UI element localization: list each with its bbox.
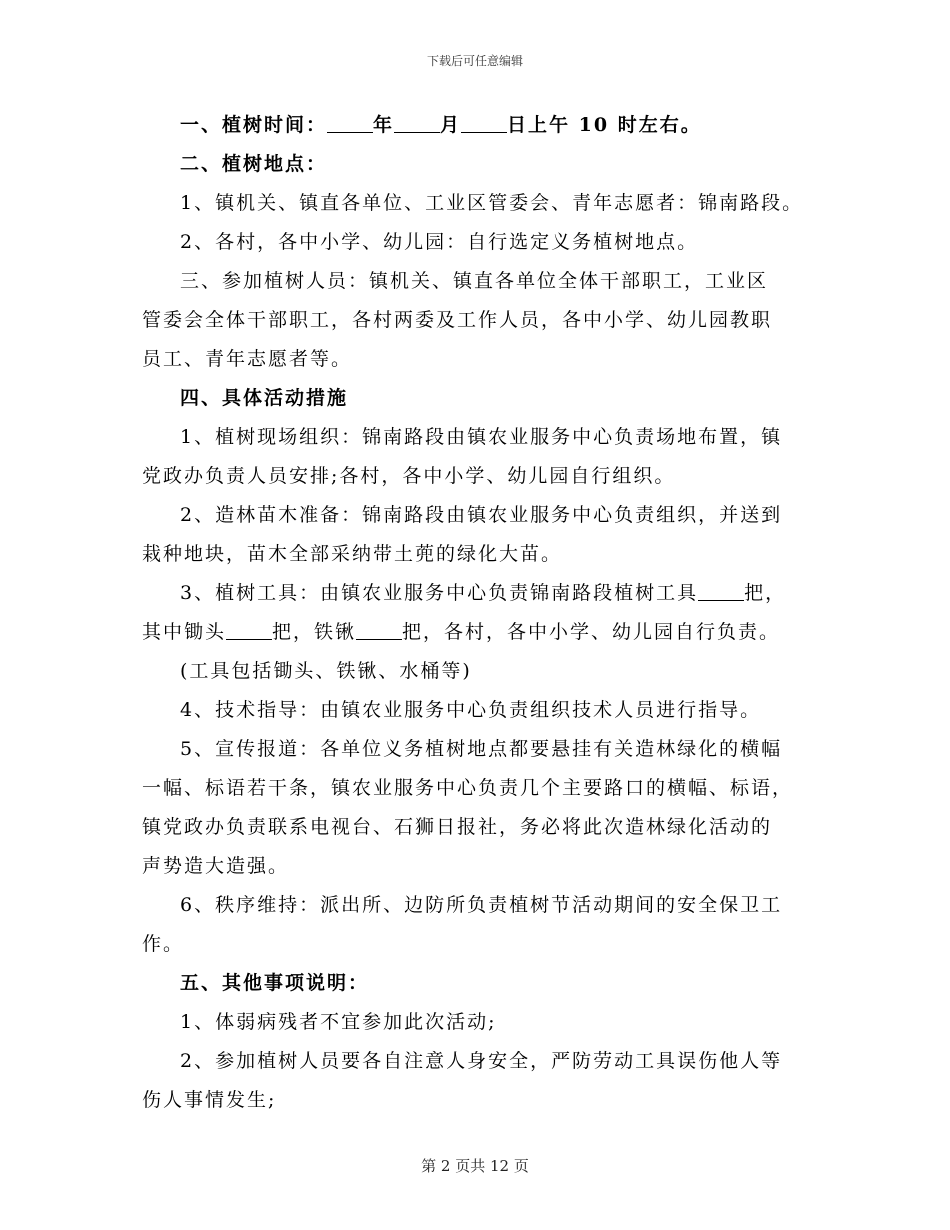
section-4-item-2-line-1: 2、造林苗木准备：锦南路段由镇农业服务中心负责组织，并送到	[180, 504, 783, 526]
shovel-count-blank	[356, 621, 402, 640]
section-5-item-1: 1、体弱病残者不宜参加此次活动;	[180, 1011, 497, 1033]
section-4-item-1-line-2: 党政办负责人员安排;各村，各中小学、幼儿园自行组织。	[142, 465, 676, 487]
section-2-item-2: 2、各村，各中小学、幼儿园：自行选定义务植树地点。	[180, 231, 699, 253]
section-4-item-5-line-1: 5、宣传报道：各单位义务植树地点都要悬挂有关造林绿化的横幅	[180, 738, 783, 760]
section-3-line-1: 三、参加植树人员：镇机关、镇直各单位全体干部职工，工业区	[180, 270, 769, 292]
section-4-item-6-line-1: 6、秩序维持：派出所、边防所负责植树节活动期间的安全保卫工	[180, 894, 783, 916]
section-5-item-2-line-2: 伤人事情发生;	[142, 1089, 277, 1111]
section-4-item-1-line-1: 1、植树现场组织：锦南路段由镇农业服务中心负责场地布置，镇	[180, 426, 783, 448]
hoe-label: 其中锄头	[142, 621, 227, 643]
page-footer: 第 2 页共 12 页	[421, 1157, 529, 1175]
shovel-label: 把，铁锹	[272, 621, 357, 643]
section-4-item-3-line-2	[142, 613, 822, 652]
item-3-rest: 把，各村，各中小学、幼儿园自行负责。	[402, 621, 781, 643]
document-body	[142, 106, 822, 1120]
section-4-item-6-line-2: 作。	[142, 933, 185, 955]
section-4-item-5-line-3: 镇党政办负责联系电视台、石狮日报社，务必将此次造林绿化活动的	[142, 816, 773, 838]
section-1-planting-time	[142, 106, 822, 145]
month-label: 月	[440, 114, 462, 136]
item-3-text: 3、植树工具：由镇农业服务中心负责锦南路段植树工具	[180, 582, 699, 604]
section-4-item-2-line-2: 栽种地块，苗木全部采纳带土蔸的绿化大苗。	[142, 543, 563, 565]
section-4-item-3-line-1	[142, 574, 822, 613]
page-header: 下载后可任意编辑	[426, 54, 523, 68]
item-3-unit: 把，	[744, 582, 787, 604]
section-5-item-2-line-1: 2、参加植树人员要各自注意人身安全，严防劳动工具误伤他人等	[180, 1050, 783, 1072]
day-blank	[461, 114, 507, 133]
section-4-item-4: 4、技术指导：由镇农业服务中心负责组织技术人员进行指导。	[180, 699, 762, 721]
section-1-label: 一、植树时间：	[180, 114, 328, 136]
section-5-heading: 五、其他事项说明：	[180, 972, 370, 994]
section-3-line-2: 管委会全体干部职工，各村两委及工作人员，各中小学、幼儿园教职	[142, 309, 773, 331]
tool-count-blank	[698, 582, 744, 601]
year-label: 年	[373, 114, 395, 136]
year-blank	[327, 114, 373, 133]
section-4-item-5-line-2: 一幅、标语若干条，镇农业服务中心负责几个主要路口的横幅、标语，	[142, 777, 794, 799]
tools-note: (工具包括锄头、铁锹、水桶等)	[180, 660, 472, 682]
section-4-heading: 四、具体活动措施	[180, 387, 349, 409]
month-blank	[394, 114, 440, 133]
section-2-item-1: 1、镇机关、镇直各单位、工业区管委会、青年志愿者：锦南路段。	[180, 192, 804, 214]
section-3-line-3: 员工、青年志愿者等。	[142, 348, 353, 370]
hoe-count-blank	[226, 621, 272, 640]
section-4-item-5-line-4: 声势造大造强。	[142, 855, 290, 877]
section-2-heading: 二、植树地点：	[180, 153, 328, 175]
day-time-label: 日上午 10 时左右。	[507, 114, 702, 136]
